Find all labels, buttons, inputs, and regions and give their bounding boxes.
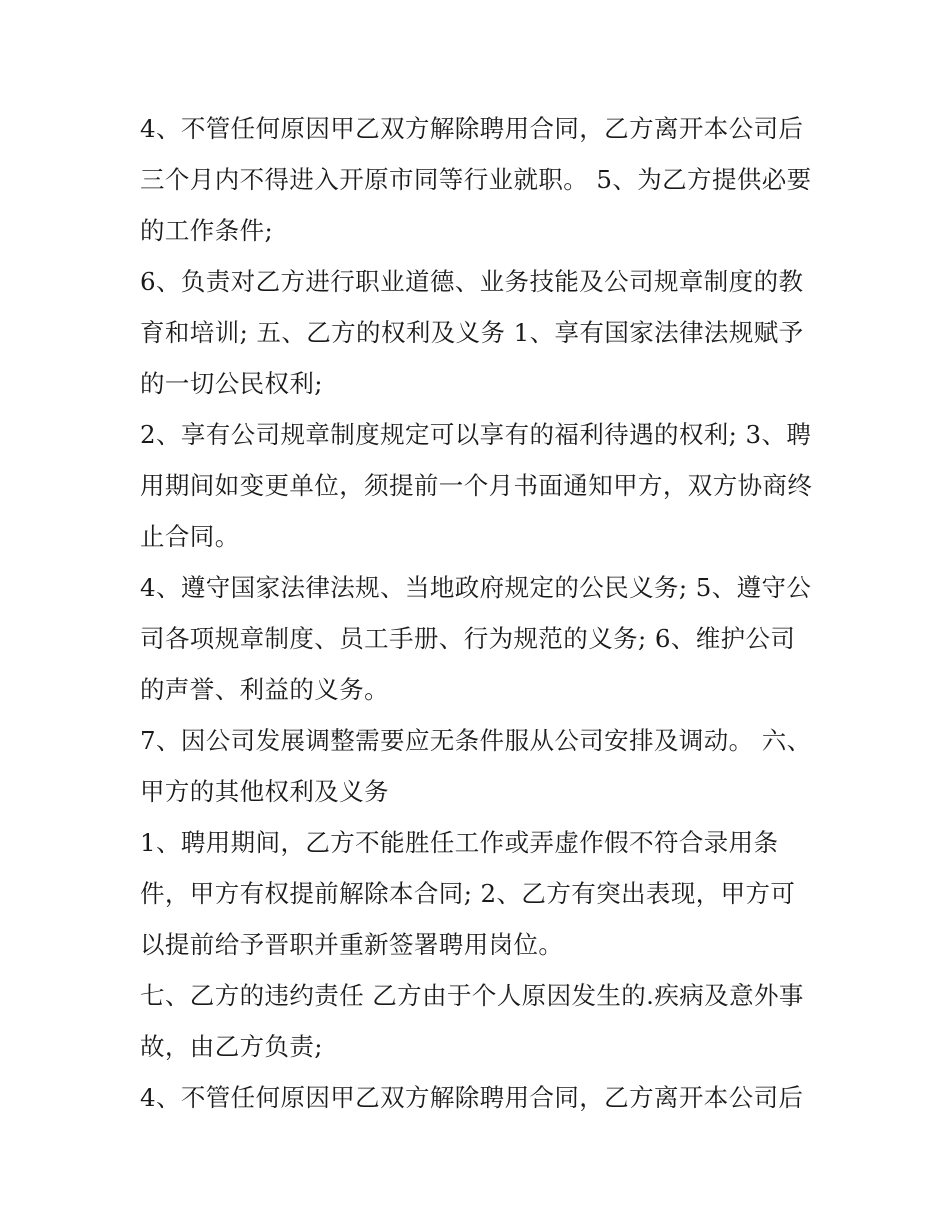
paragraph-termination-clause-repeat: 4、不管任何原因甲乙双方解除聘用合同，乙方离开本公司后 (140, 1083, 804, 1112)
paragraph-reassignment: 7、因公司发展调整需要应无条件服从公司安排及调动。 六、甲方的其他权利及义务 (140, 726, 812, 806)
document-body (140, 103, 820, 1123)
paragraph-benefits-and-notice: 2、享有公司规章制度规定可以享有的福利待遇的权利; 3、聘用期间如变更单位，须提前一个月书面通知甲方，双方协商终止合同。 (140, 420, 813, 551)
paragraph-liability: 七、乙方的违约责任 乙方由于个人原因发生的.疾病及意外事故，由乙方负责; (140, 981, 804, 1061)
paragraph-termination-clause: 4、不管任何原因甲乙双方解除聘用合同，乙方离开本公司后三个月内不得进入开原市同等行业就职。 5、为乙方提供必要的工作条件; (140, 114, 812, 245)
paragraph-employee-duties: 4、遵守国家法律法规、当地政府规定的公民义务; 5、遵守公司各项规章制度、员工手册、行为规范的义务; 6、维护公司的声誉、利益的义务。 (140, 573, 812, 704)
paragraph-employer-rights: 1、聘用期间，乙方不能胜任工作或弄虚作假不符合录用条件，甲方有权提前解除本合同; 2、乙方有突出表现，甲方可以提前给予晋职并重新签署聘用岗位。 (140, 828, 796, 959)
paragraph-training-and-employee-rights: 6、负责对乙方进行职业道德、业务技能及公司规章制度的教育和培训; 五、乙方的权利及义务 1、享有国家法律法规赋予的一切公民权利; (140, 267, 804, 398)
